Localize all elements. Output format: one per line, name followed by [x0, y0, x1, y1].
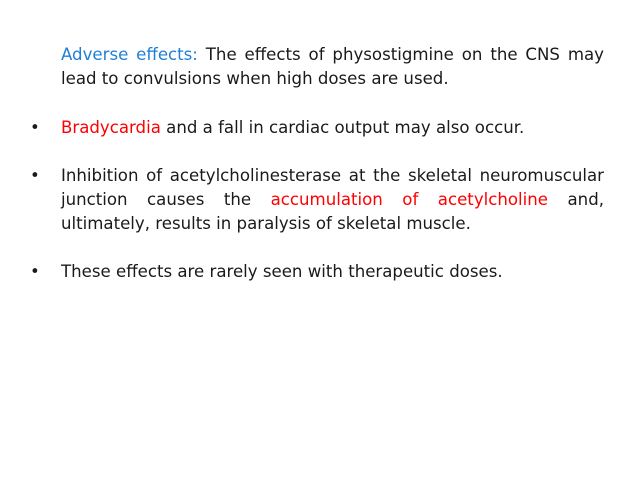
accumulation-highlight: accumulation of acetylcholine — [270, 190, 548, 209]
bullet-dot-icon: • — [30, 118, 40, 137]
bullet-text-after: and, ultimately, results in paralysis of skeletal muscle. — [61, 190, 604, 233]
bullet-item-inhibition — [30, 164, 604, 236]
bullet-dot-icon: • — [30, 166, 40, 185]
intro-paragraph — [30, 43, 604, 91]
slide-content — [30, 43, 604, 308]
bullet-text: and a fall in cardiac output may also occur. — [160, 118, 525, 137]
bullet-item-bradycardia — [30, 116, 604, 140]
intro-text: The effects of physostigmine on the CNS may lead to convulsions when high doses are used. — [61, 45, 604, 88]
bullet-item-therapeutic — [30, 260, 604, 284]
adverse-effects-label: Adverse effects: — [61, 45, 198, 64]
bullet-text-before: Inhibition of acetylcholinesterase at the skeletal neuromuscular junction causes the — [61, 166, 604, 209]
bullet-text: These effects are rarely seen with therapeutic doses. — [61, 262, 503, 281]
bullet-dot-icon: • — [30, 262, 40, 281]
bradycardia-highlight: Bradycardia — [61, 118, 161, 137]
